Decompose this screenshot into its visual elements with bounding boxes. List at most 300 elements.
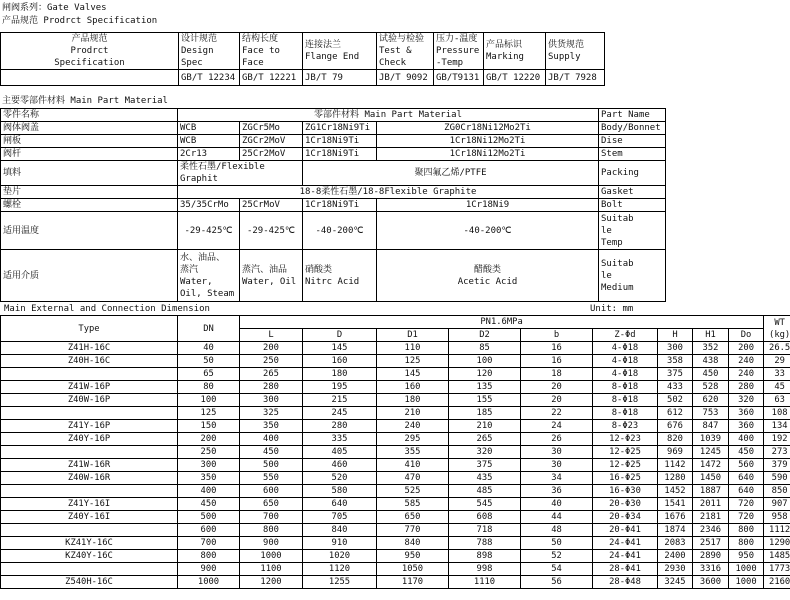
material-cell: 25Cr2MoV (240, 148, 303, 161)
material-cell: ZGCr2MoV (240, 135, 303, 148)
material-cell: WCB (178, 135, 240, 148)
cell-D2: 265 (449, 433, 521, 446)
cell-z: 20-Φ30 (593, 498, 658, 511)
spec-value: GB/T9131 (434, 70, 484, 86)
cell-H1: 450 (693, 368, 729, 381)
cell-D: 160 (303, 355, 377, 368)
cell-H: 375 (658, 368, 693, 381)
cell-L: 300 (240, 394, 303, 407)
cell-Do: 320 (729, 394, 764, 407)
cell-H1: 1245 (693, 446, 729, 459)
cell-type: Z40Y-16P (1, 433, 178, 446)
cell-Do: 640 (729, 472, 764, 485)
cell-D1: 240 (377, 420, 449, 433)
cell-D2: 210 (449, 420, 521, 433)
col-header-b: b (521, 329, 593, 342)
cell-Do: 200 (729, 342, 764, 355)
cell-wt: 108 (764, 407, 790, 420)
cell-D: 145 (303, 342, 377, 355)
cell-H1: 3316 (693, 563, 729, 576)
cell-wt: 45 (764, 381, 790, 394)
cell-D1: 1050 (377, 563, 449, 576)
cell-b: 40 (521, 498, 593, 511)
table-row (1, 524, 790, 537)
cell-Do: 720 (729, 498, 764, 511)
cell-z: 4-Φ18 (593, 368, 658, 381)
cell-D1: 410 (377, 459, 449, 472)
cell-L: 1100 (240, 563, 303, 576)
spec-heading: 产品规范 Prodrct Specification (2, 16, 158, 26)
cell-dn: 50 (178, 355, 240, 368)
cell-L: 325 (240, 407, 303, 420)
cell-wt: 850 (764, 485, 790, 498)
cell-D1: 160 (377, 381, 449, 394)
table-row (1, 420, 790, 433)
cell-Do: 800 (729, 537, 764, 550)
cell-L: 550 (240, 472, 303, 485)
cell-type (1, 524, 178, 537)
cell-H: 2930 (658, 563, 693, 576)
cell-b: 16 (521, 342, 593, 355)
cell-dn: 300 (178, 459, 240, 472)
cell-H: 2400 (658, 550, 693, 563)
cell-H1: 2181 (693, 511, 729, 524)
material-part-cn: 适用介质 (1, 250, 178, 302)
cell-dn: 40 (178, 342, 240, 355)
cell-Do: 640 (729, 485, 764, 498)
cell-type: Z41H-16C (1, 342, 178, 355)
cell-Do: 280 (729, 381, 764, 394)
material-col-part-header: Part Name (599, 109, 666, 122)
table-row (1, 563, 790, 576)
cell-wt: 26.5 (764, 342, 790, 355)
cell-Do: 950 (729, 550, 764, 563)
cell-H1: 1472 (693, 459, 729, 472)
cell-D: 705 (303, 511, 377, 524)
cell-b: 48 (521, 524, 593, 537)
col-header-Do: Do (729, 329, 764, 342)
cell-dn: 600 (178, 524, 240, 537)
cell-b: 50 (521, 537, 593, 550)
cell-z: 8-Φ23 (593, 420, 658, 433)
cell-L: 400 (240, 433, 303, 446)
cell-wt: 63 (764, 394, 790, 407)
cell-type: KZ40Y-16C (1, 550, 178, 563)
cell-z: 28-Φ41 (593, 563, 658, 576)
cell-D2: 100 (449, 355, 521, 368)
cell-D: 1020 (303, 550, 377, 563)
spec-value: GB/T 12220 (484, 70, 546, 86)
cell-dn: 1000 (178, 576, 240, 589)
cell-L: 650 (240, 498, 303, 511)
cell-D1: 950 (377, 550, 449, 563)
table-row (1, 472, 790, 485)
cell-wt: 1773 (764, 563, 790, 576)
spec-header-supply: 供货规范 Supply (546, 33, 605, 70)
cell-H1: 528 (693, 381, 729, 394)
material-cell: 35/35CrMo (178, 199, 240, 212)
material-part-en: Suitab le Medium (599, 250, 666, 302)
spec-value-blank (1, 70, 179, 86)
cell-wt: 1485 (764, 550, 790, 563)
cell-D1: 470 (377, 472, 449, 485)
cell-b: 56 (521, 576, 593, 589)
material-part-en: Packing (599, 161, 666, 186)
cell-H: 1541 (658, 498, 693, 511)
spec-header-face: 结构长度 Face to Face (240, 33, 303, 70)
material-part-en: Dise (599, 135, 666, 148)
spec-value: GB/T 12221 (240, 70, 303, 86)
cell-L: 265 (240, 368, 303, 381)
cell-wt: 1112 (764, 524, 790, 537)
cell-dn: 450 (178, 498, 240, 511)
cell-wt: 192 (764, 433, 790, 446)
cell-type: Z40W-16R (1, 472, 178, 485)
cell-wt: 273 (764, 446, 790, 459)
cell-D2: 545 (449, 498, 521, 511)
cell-type: KZ41Y-16C (1, 537, 178, 550)
cell-z: 4-Φ18 (593, 355, 658, 368)
table-row (1, 381, 790, 394)
cell-L: 200 (240, 342, 303, 355)
cell-H: 433 (658, 381, 693, 394)
cell-z: 16-Φ30 (593, 485, 658, 498)
cell-D2: 120 (449, 368, 521, 381)
dn-header: DN (178, 316, 240, 342)
table-row (1, 485, 790, 498)
cell-L: 450 (240, 446, 303, 459)
material-cell: 1Cr18Ni9Ti (303, 148, 377, 161)
cell-z: 20-Φ34 (593, 511, 658, 524)
cell-D: 1255 (303, 576, 377, 589)
col-header-D2: D2 (449, 329, 521, 342)
cell-D: 840 (303, 524, 377, 537)
table-row (1, 511, 790, 524)
material-part-en: Suitab le Temp (599, 212, 666, 250)
cell-L: 900 (240, 537, 303, 550)
spec-value: GB/T 12234 (179, 70, 240, 86)
cell-dn: 125 (178, 407, 240, 420)
wt-header: WT (kg) (764, 316, 790, 342)
cell-D1: 770 (377, 524, 449, 537)
material-part-cn: 阀杆 (1, 148, 178, 161)
cell-z: 24-Φ41 (593, 537, 658, 550)
cell-D1: 125 (377, 355, 449, 368)
material-col-name-header: 零件名称 (1, 109, 178, 122)
cell-wt: 134 (764, 420, 790, 433)
cell-b: 44 (521, 511, 593, 524)
cell-D2: 85 (449, 342, 521, 355)
cell-H: 358 (658, 355, 693, 368)
cell-H: 820 (658, 433, 693, 446)
material-cell: 2Cr13 (178, 148, 240, 161)
material-cell: -29-425℃ (240, 212, 303, 250)
material-cell: 水、油品、 蒸汽 Water, Oil, Steam (178, 250, 240, 302)
cell-H: 502 (658, 394, 693, 407)
cell-Do: 800 (729, 524, 764, 537)
cell-b: 24 (521, 420, 593, 433)
cell-D: 520 (303, 472, 377, 485)
cell-Do: 240 (729, 368, 764, 381)
material-heading: 主要零部件材料 Main Part Material (2, 96, 168, 106)
cell-type: Z540H-16C (1, 576, 178, 589)
cell-z: 12-Φ25 (593, 446, 658, 459)
cell-L: 250 (240, 355, 303, 368)
cell-b: 20 (521, 394, 593, 407)
cell-type: Z41W-16R (1, 459, 178, 472)
table-row (1, 550, 790, 563)
cell-H: 676 (658, 420, 693, 433)
cell-D: 335 (303, 433, 377, 446)
type-header: Type (1, 316, 178, 342)
cell-b: 54 (521, 563, 593, 576)
cell-b: 34 (521, 472, 593, 485)
cell-H1: 438 (693, 355, 729, 368)
cell-D2: 1110 (449, 576, 521, 589)
cell-wt: 379 (764, 459, 790, 472)
cell-D1: 840 (377, 537, 449, 550)
cell-wt: 33 (764, 368, 790, 381)
cell-type: Z40Y-16I (1, 511, 178, 524)
material-part-en: Body/Bonnet (599, 122, 666, 135)
material-part-en: Bolt (599, 199, 666, 212)
cell-Do: 240 (729, 355, 764, 368)
cell-type (1, 485, 178, 498)
material-part-cn: 垫片 (1, 186, 178, 199)
cell-D: 1120 (303, 563, 377, 576)
cell-L: 500 (240, 459, 303, 472)
unit-label: Unit: mm (590, 304, 634, 314)
cell-z: 12-Φ23 (593, 433, 658, 446)
cell-wt: 1290 (764, 537, 790, 550)
pn-header: PN1.6MPa (240, 316, 764, 329)
cell-dn: 900 (178, 563, 240, 576)
cell-H1: 753 (693, 407, 729, 420)
page-title: 闸阀系列：Gate Valves (2, 3, 107, 13)
cell-z: 8-Φ18 (593, 381, 658, 394)
cell-dn: 700 (178, 537, 240, 550)
col-header-H1: H1 (693, 329, 729, 342)
cell-D2: 485 (449, 485, 521, 498)
material-cell: -40-200℃ (303, 212, 377, 250)
cell-dn: 400 (178, 485, 240, 498)
cell-Do: 400 (729, 433, 764, 446)
cell-D1: 210 (377, 407, 449, 420)
cell-H: 1676 (658, 511, 693, 524)
cell-z: 28-Φ48 (593, 576, 658, 589)
cell-D2: 718 (449, 524, 521, 537)
cell-dn: 150 (178, 420, 240, 433)
cell-wt: 958 (764, 511, 790, 524)
cell-D: 245 (303, 407, 377, 420)
cell-D1: 650 (377, 511, 449, 524)
spec-table (0, 32, 605, 86)
cell-b: 52 (521, 550, 593, 563)
cell-z: 16-Φ25 (593, 472, 658, 485)
cell-D2: 320 (449, 446, 521, 459)
cell-H: 3245 (658, 576, 693, 589)
material-cell: 硝酸类 Nitrc Acid (303, 250, 377, 302)
cell-H1: 352 (693, 342, 729, 355)
cell-b: 22 (521, 407, 593, 420)
material-cell: 蒸汽、油品 Water, Oil (240, 250, 303, 302)
cell-D1: 180 (377, 394, 449, 407)
material-cell: 1Cr18Ni12Mo2Ti (377, 148, 599, 161)
cell-z: 20-Φ41 (593, 524, 658, 537)
cell-D1: 355 (377, 446, 449, 459)
cell-Do: 360 (729, 407, 764, 420)
cell-H1: 3600 (693, 576, 729, 589)
material-part-en: Gasket (599, 186, 666, 199)
material-cell: 1Cr18Ni12Mo2Ti (377, 135, 599, 148)
material-table (0, 108, 666, 302)
col-header-H: H (658, 329, 693, 342)
cell-dn: 200 (178, 433, 240, 446)
material-part-cn: 螺栓 (1, 199, 178, 212)
material-cell: 1Cr18Ni9 (377, 199, 599, 212)
cell-H: 1280 (658, 472, 693, 485)
table-row (1, 576, 790, 589)
cell-type (1, 563, 178, 576)
cell-b: 20 (521, 381, 593, 394)
cell-Do: 360 (729, 420, 764, 433)
cell-H1: 1450 (693, 472, 729, 485)
cell-L: 600 (240, 485, 303, 498)
cell-D2: 135 (449, 381, 521, 394)
cell-D1: 145 (377, 368, 449, 381)
cell-wt: 907 (764, 498, 790, 511)
dimension-table (0, 315, 790, 589)
cell-L: 800 (240, 524, 303, 537)
cell-D1: 110 (377, 342, 449, 355)
table-row (1, 433, 790, 446)
spec-header-pressure: 压力-温度 Pressure -Temp (434, 33, 484, 70)
table-row (1, 459, 790, 472)
cell-D: 215 (303, 394, 377, 407)
cell-D1: 295 (377, 433, 449, 446)
material-cell: WCB (178, 122, 240, 135)
material-part-cn: 填料 (1, 161, 178, 186)
cell-type (1, 407, 178, 420)
material-cell: ZGCr5Mo (240, 122, 303, 135)
col-header-L: L (240, 329, 303, 342)
material-cell: -29-425℃ (178, 212, 240, 250)
cell-D: 180 (303, 368, 377, 381)
cell-z: 24-Φ41 (593, 550, 658, 563)
cell-D: 195 (303, 381, 377, 394)
material-cell: 25CrMoV (240, 199, 303, 212)
material-part-cn: 闸板 (1, 135, 178, 148)
cell-type (1, 368, 178, 381)
material-cell: ZG1Cr18Ni9Ti (303, 122, 377, 135)
spec-value: JB/T 9092 (377, 70, 434, 86)
material-col-material-header: 零部件材料 Main Part Material (178, 109, 599, 122)
cell-L: 1000 (240, 550, 303, 563)
cell-H1: 2517 (693, 537, 729, 550)
cell-D: 280 (303, 420, 377, 433)
cell-z: 4-Φ18 (593, 342, 658, 355)
cell-b: 30 (521, 459, 593, 472)
cell-wt: 29 (764, 355, 790, 368)
cell-H: 300 (658, 342, 693, 355)
table-row (1, 537, 790, 550)
cell-dn: 500 (178, 511, 240, 524)
table-row (1, 498, 790, 511)
table-row (1, 446, 790, 459)
cell-dn: 100 (178, 394, 240, 407)
spec-value: JB/T 7928 (546, 70, 605, 86)
cell-dn: 250 (178, 446, 240, 459)
cell-D2: 608 (449, 511, 521, 524)
cell-L: 280 (240, 381, 303, 394)
cell-H1: 2890 (693, 550, 729, 563)
cell-H: 1874 (658, 524, 693, 537)
cell-D2: 898 (449, 550, 521, 563)
material-cell: -40-200℃ (377, 212, 599, 250)
cell-dn: 80 (178, 381, 240, 394)
cell-D2: 375 (449, 459, 521, 472)
col-header-D: D (303, 329, 377, 342)
cell-L: 700 (240, 511, 303, 524)
table-row (1, 368, 790, 381)
cell-H1: 847 (693, 420, 729, 433)
cell-D: 910 (303, 537, 377, 550)
cell-z: 8-Φ18 (593, 407, 658, 420)
spec-value: JB/T 79 (303, 70, 377, 86)
col-header-D1: D1 (377, 329, 449, 342)
cell-type: Z41Y-16P (1, 420, 178, 433)
cell-D1: 1170 (377, 576, 449, 589)
cell-H1: 1887 (693, 485, 729, 498)
material-part-en: Stem (599, 148, 666, 161)
cell-wt: 2160 (764, 576, 790, 589)
material-cell: 1Cr18Ni9Ti (303, 199, 377, 212)
cell-L: 350 (240, 420, 303, 433)
cell-D1: 585 (377, 498, 449, 511)
cell-H: 612 (658, 407, 693, 420)
spec-header-product: 产品规范 Prodrct Specification (1, 33, 179, 70)
cell-Do: 560 (729, 459, 764, 472)
cell-D2: 185 (449, 407, 521, 420)
cell-D: 580 (303, 485, 377, 498)
dimension-heading: Main External and Connection Dimension (4, 304, 210, 314)
cell-z: 12-Φ25 (593, 459, 658, 472)
cell-z: 8-Φ18 (593, 394, 658, 407)
spec-header-marking: 产品标识 Marking (484, 33, 546, 70)
cell-Do: 1000 (729, 576, 764, 589)
cell-H1: 620 (693, 394, 729, 407)
cell-D: 460 (303, 459, 377, 472)
cell-Do: 450 (729, 446, 764, 459)
cell-type: Z41Y-16I (1, 498, 178, 511)
material-part-cn: 阀体阀盖 (1, 122, 178, 135)
table-row (1, 407, 790, 420)
cell-H: 1142 (658, 459, 693, 472)
spec-header-flange: 连接法兰 Flange End (303, 33, 377, 70)
cell-D: 640 (303, 498, 377, 511)
cell-D: 405 (303, 446, 377, 459)
cell-H: 1452 (658, 485, 693, 498)
cell-H1: 1039 (693, 433, 729, 446)
cell-b: 26 (521, 433, 593, 446)
spec-header-design: 设计规范 Design Spec (179, 33, 240, 70)
cell-H: 2083 (658, 537, 693, 550)
material-cell: 聚四氟乙烯/PTFE (303, 161, 599, 186)
material-cell: ZG0Cr18Ni12Mo2Ti (377, 122, 599, 135)
material-cell: 18-8柔性石墨/18-8Flexible Graphite (178, 186, 599, 199)
table-row (1, 355, 790, 368)
cell-D2: 435 (449, 472, 521, 485)
